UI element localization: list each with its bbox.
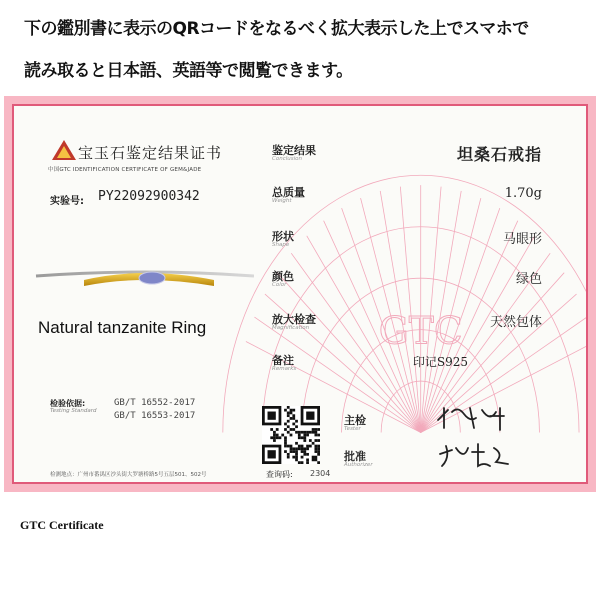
shape-label: 形状 bbox=[272, 230, 294, 243]
weight-value: 1.70g bbox=[504, 186, 542, 201]
instruction-line-1: 下の鑑別書に表示のQRコードをなるべく拡大表示した上でスマホで bbox=[24, 19, 529, 39]
lab-number-label: 实验号: bbox=[50, 196, 84, 207]
color-label-en: Color bbox=[272, 282, 287, 288]
inspector-label: 主检 bbox=[344, 414, 366, 427]
shape-value: 马眼形 bbox=[502, 232, 542, 247]
testing-standard-label: 检验依据: bbox=[50, 399, 86, 408]
inspector-signature bbox=[434, 402, 514, 432]
shape-label-en: Shape bbox=[272, 242, 290, 248]
conclusion-value: 坦桑石戒指 bbox=[456, 145, 542, 164]
color-value: 绿色 bbox=[515, 272, 542, 287]
inspector-label-en: Tester bbox=[344, 426, 361, 432]
certificate-image bbox=[4, 96, 596, 492]
remarks-value: 印记S925 bbox=[412, 355, 468, 369]
product-name-overlay: Natural tanzanite Ring bbox=[38, 318, 207, 337]
testing-standard-2: GB/T 16553-2017 bbox=[114, 411, 196, 421]
weight-label-en: Weight bbox=[272, 198, 292, 204]
approver-signature bbox=[434, 440, 514, 470]
ring-photo bbox=[34, 256, 254, 316]
instruction-line-2: 読み取ると日本語、英語等で閲覧できます。 bbox=[24, 61, 353, 81]
remarks-label: 备注 bbox=[272, 354, 294, 367]
lab-number-value: PY22092900342 bbox=[98, 189, 200, 204]
gtc-logo-icon bbox=[50, 138, 78, 162]
weight-label: 总质量 bbox=[272, 186, 305, 199]
testing-standard-label-en: Testing Standard bbox=[50, 408, 97, 414]
magnification-label: 放大检查 bbox=[272, 313, 316, 326]
qr-code[interactable] bbox=[262, 406, 320, 464]
gtc-certificate-caption: GTC Certificate bbox=[20, 518, 104, 532]
remarks-label-en: Remarks bbox=[272, 366, 297, 372]
conclusion-label-en: Conclusion bbox=[272, 156, 302, 162]
conclusion-label: 鉴定结果 bbox=[272, 144, 316, 157]
approver-label: 批准 bbox=[344, 450, 366, 463]
approver-label-en: Authorizer bbox=[344, 462, 373, 468]
color-label: 颜色 bbox=[272, 270, 294, 283]
magnification-label-en: Magnification bbox=[272, 325, 310, 331]
testing-standard-1: GB/T 16552-2017 bbox=[114, 398, 196, 408]
query-code-value: 2304 bbox=[310, 469, 331, 478]
certificate-subtitle: 中国GTC IDENTIFICATION CERTIFICATE OF GEM&JADE bbox=[48, 167, 202, 173]
certificate-title: 宝玉石鉴定结果证书 bbox=[78, 144, 223, 162]
svg-text:GTC: GTC bbox=[378, 308, 463, 353]
query-code-label: 查询码: bbox=[266, 470, 293, 479]
magnification-value: 天然包体 bbox=[489, 315, 542, 330]
certificate-paper bbox=[12, 104, 588, 484]
testing-address: 检测地点：广州市番禺区沙头街大罗塘桥路5号五层501、502号 bbox=[50, 472, 207, 478]
